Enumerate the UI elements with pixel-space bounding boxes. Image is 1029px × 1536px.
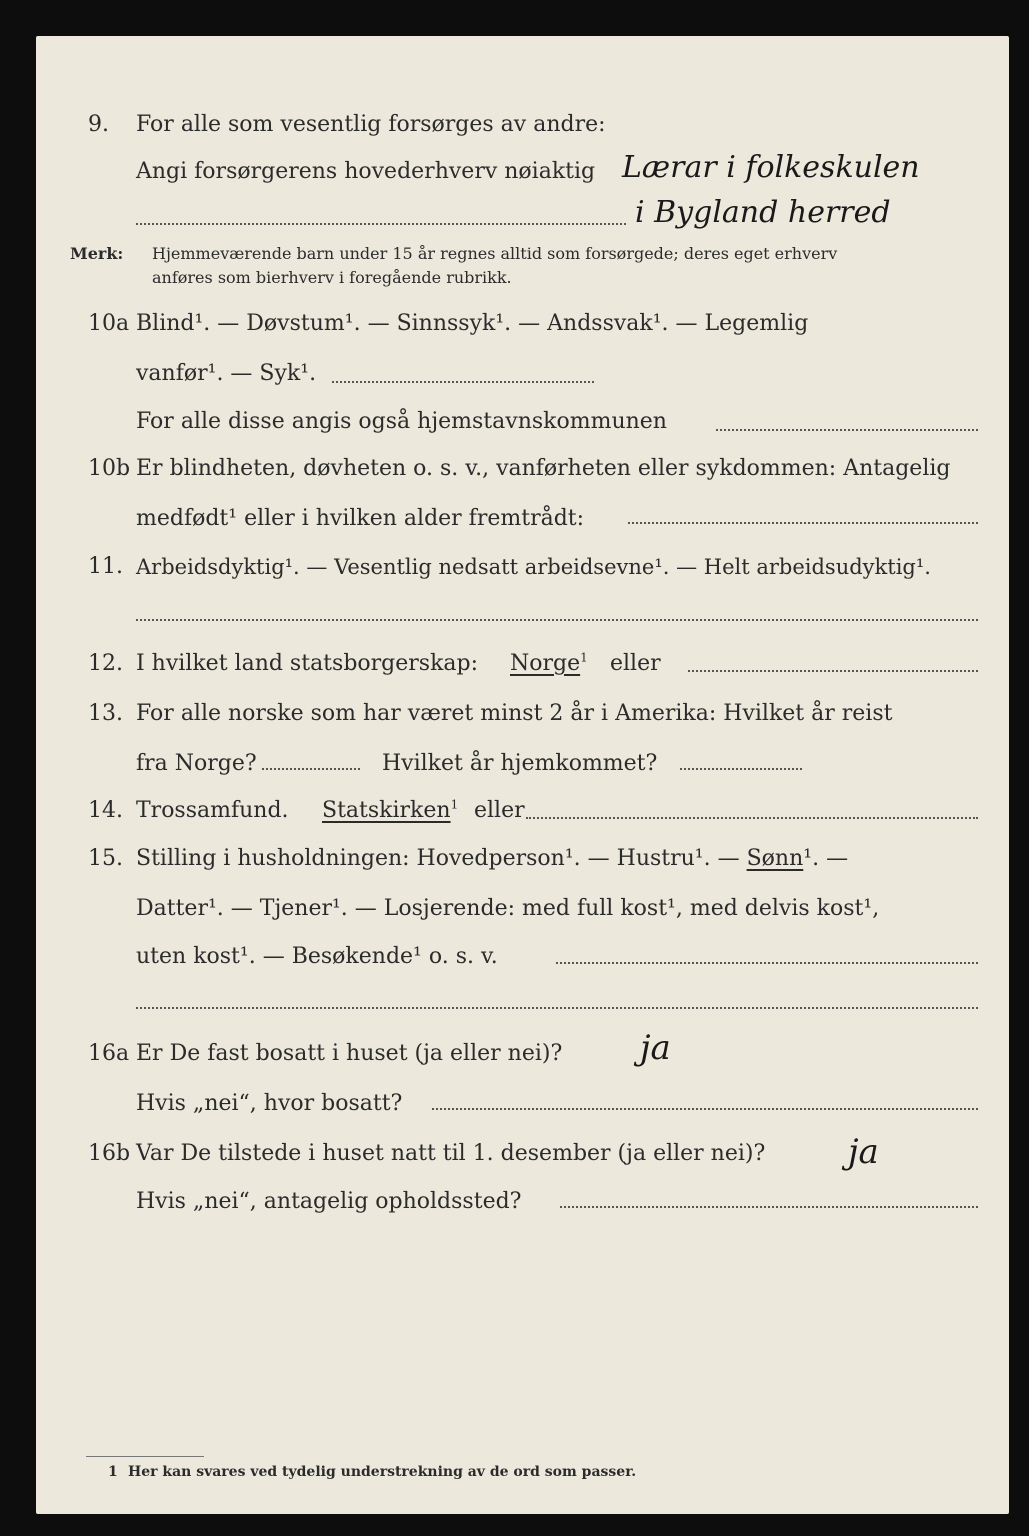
q16b-line2: Hvis „nei“, antagelig opholdssted? [136,1189,522,1214]
q11-answer-line [136,619,978,621]
q14-statskirken-text: Statskirken [322,798,451,823]
q9-number: 9. [88,112,109,137]
q14-statskirken: Statskirken$^1$ [322,797,459,823]
q16a-number: 16a [88,1041,130,1066]
q16b-number: 16b [88,1141,131,1166]
q10a-line1: Blind¹. — Døvstum¹. — Sinnssyk¹. — Andssvak¹. — Legemlig [136,311,809,336]
q16b-opholdssted-line [560,1206,978,1208]
q14-suffix: eller [474,798,525,823]
q9-handwritten-occupation: Lærar i folkeskulen [622,150,920,185]
q12-answer-line [688,670,978,672]
q12-suffix: eller [610,651,661,676]
q9-handwritten-location: i Bygland herred [635,195,891,230]
q13-hjemkommet-line [680,768,802,770]
q10a-line2: vanfør¹. — Syk¹. [136,361,317,386]
q16b-line1: Var De tilstede i huset natt til 1. desember (ja eller nei)? [136,1141,766,1166]
q9-answer-line [136,223,626,225]
q10b-answer-line [628,522,978,524]
q10a-line3: For alle disse angis også hjemstavnskommunen [136,409,667,434]
q11-number: 11. [88,554,123,579]
q13-reist-line [262,768,360,770]
q9-line2-label: Angi forsørgerens hovederhverv nøiaktig [136,159,596,184]
q15-line1a-text: Stilling i husholdningen: Hovedperson¹. — Hustru¹. — [136,846,740,871]
q13-number: 13. [88,701,123,726]
q16a-line2: Hvis „nei“, hvor bosatt? [136,1091,403,1116]
q14-answer-line [526,817,978,819]
q15-answer-line [556,962,978,964]
q15-line2: Datter¹. — Tjener¹. — Losjerende: med full kost¹, med delvis kost¹, [136,896,880,921]
merk-label: Merk: [70,244,124,263]
q10a-number: 10a [88,311,130,336]
q11-line1: Arbeidsdyktig¹. — Vesentlig nedsatt arbeidsevne¹. — Helt arbeidsudyktig¹. [136,555,931,579]
q10a-hjemstavn-line [716,429,978,431]
merk-line1: Hjemmeværende barn under 15 år regnes alltid som forsørgede; deres eget erhverv [152,244,838,263]
q15-line1b: ¹. — [803,846,849,871]
q10b-number: 10b [88,456,131,481]
footnote-rule [86,1456,204,1457]
q16a-bosatt-line [432,1108,978,1110]
q13-line1: For alle norske som har været minst 2 år i Amerika: Hvilket år reist [136,701,893,726]
q9-line1: For alle som vesentlig forsørges av andre: [136,112,606,137]
footnote-text: Her kan svares ved tydelig understrekning av de ord som passer. [128,1464,637,1480]
q15-line3: uten kost¹. — Besøkende¹ o. s. v. [136,944,498,969]
q16a-answer: ja [640,1028,671,1068]
q13-line2a: fra Norge? [136,751,257,776]
q13-line2b: Hvilket år hjemkommet? [382,751,658,776]
q12-prefix: I hvilket land statsborgerskap: [136,651,479,676]
q12-number: 12. [88,651,123,676]
q14-prefix: Trossamfund. [136,798,289,823]
q16b-answer: ja [848,1132,879,1172]
q15-extra-line [136,1007,978,1009]
q12-norge: Norge$^1$ [510,650,588,676]
q12-norge-text: Norge [510,651,581,676]
q14-number: 14. [88,798,123,823]
q16a-line1: Er De fast bosatt i huset (ja eller nei)? [136,1041,563,1066]
q15-sonn: Sønn [746,846,804,871]
q15-line1a [136,845,848,873]
q10b-line2: medfødt¹ eller i hvilken alder fremtrådt: [136,506,585,531]
q10a-answer-line [332,381,594,383]
footnote-mark: 1 [108,1464,118,1480]
q10b-line1: Er blindheten, døvheten o. s. v., vanførheten eller sykdommen: Antagelig [136,456,951,481]
merk-line2: anføres som bierhverv i foregående rubrikk. [152,268,512,287]
q15-number: 15. [88,846,123,871]
